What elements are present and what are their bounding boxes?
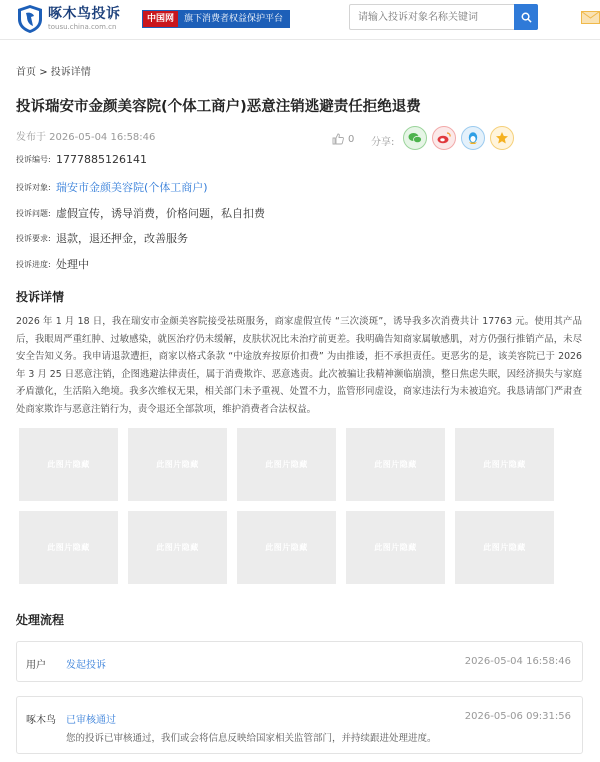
details-heading: 投诉详情 [16, 290, 65, 304]
search-input[interactable] [350, 5, 514, 29]
breadcrumb-current: 投诉详情 [50, 67, 91, 78]
step-time: 2026-05-06 09:31:56 [464, 711, 571, 722]
hidden-image-label: 此图片隐藏 [156, 460, 199, 469]
hidden-image-label: 此图片隐藏 [483, 543, 526, 552]
hidden-image-label: 此图片隐藏 [483, 460, 526, 469]
step-action: 发起投诉 [66, 660, 106, 671]
share-qzone-button[interactable] [490, 126, 514, 150]
hidden-image[interactable] [455, 511, 554, 584]
field-label: 投诉编号: [16, 155, 51, 164]
page-title: 投诉瑞安市金颜美容院(个体工商户)恶意注销逃避责任拒绝退费 [16, 99, 421, 115]
field-label: 投诉要求: [16, 233, 51, 243]
hidden-image[interactable] [346, 428, 445, 501]
step-time: 2026-05-04 16:58:46 [464, 656, 571, 667]
wechat-icon [408, 132, 422, 144]
top-header [0, 0, 600, 40]
search-icon [521, 12, 532, 23]
like-count: 0 [348, 133, 355, 145]
hidden-image-label: 此图片隐藏 [374, 543, 417, 552]
hidden-image[interactable] [237, 428, 336, 501]
breadcrumb [16, 63, 91, 78]
partner-banner[interactable] [142, 10, 290, 28]
field-demands [16, 230, 188, 246]
step-note: 您的投诉已审核通过，我们或会将信息反映给国家相关监管部门，并持续跟进处理进度。 [66, 733, 437, 744]
field-progress [16, 256, 89, 272]
search-button[interactable] [514, 4, 538, 30]
image-gallery [19, 428, 559, 584]
step-actor: 用户 [26, 660, 46, 671]
search-box [349, 4, 538, 30]
step-actor: 啄木鸟 [26, 715, 56, 726]
share-qq-button[interactable] [461, 126, 485, 150]
process-step [16, 696, 583, 754]
mail-icon[interactable] [581, 11, 600, 24]
hidden-image-label: 此图片隐藏 [47, 543, 90, 552]
field-label: 投诉进度: [16, 259, 51, 269]
complaint-description: 2026 年 1 月 18 日，我在瑞安市金颜美容院接受祛斑服务，商家虚假宣传 “三次淡斑”，诱导我多次消费共计 17763 元。使用其产品后，我眼周严重红肿、过敏感染，就医治疗仍未缓解，皮肤状况比未治疗前更差。我明确告知商家属敏感肌，对方仍强行推销产品，未尽安全告知义务。我申请退款遭拒，商家以格式条款 “中途放弃按原价扣费” 为由推诿，拒不承担责任。更恶劣的是，该美容院已于 2026 年 3 月 25 日恶意注销，企图逃避法律责任，属于消费欺诈、恶意逃责。此次被骗让我精神濒临崩溃，整日焦虑失眠，因经济损失与家庭矛盾激化，生活陷入绝境。我多次维权无果，相关部门未予重视、处置不力，监管形同虚设，商家违法行为未被追究。我恳请部门严肃查处商家欺诈与恶意注销行为，责令退还全部款项，维护消费者合法权益。 [16, 316, 582, 415]
hidden-image-label: 此图片隐藏 [374, 460, 417, 469]
progress-value: 处理中 [56, 258, 89, 271]
hidden-image[interactable] [128, 428, 227, 501]
like-button[interactable] [332, 133, 354, 145]
step-action: 已审核通过 [66, 715, 116, 726]
site-logo[interactable] [16, 4, 121, 34]
hidden-image[interactable] [237, 511, 336, 584]
demands-value: 退款，退还押金，改善服务 [56, 232, 188, 245]
breadcrumb-separator: > [39, 67, 48, 78]
issues-value: 虚假宣传，诱导消费，价格问题，私自扣费 [56, 207, 265, 220]
hidden-image-label: 此图片隐藏 [265, 460, 308, 469]
hidden-image-label: 此图片隐藏 [47, 460, 90, 469]
woodpecker-shield-icon [16, 4, 44, 34]
partner-badge: 中国网 [143, 11, 178, 27]
qzone-icon [495, 131, 509, 145]
field-issues [16, 205, 265, 221]
share-weibo-button[interactable] [432, 126, 456, 150]
hidden-image[interactable] [346, 511, 445, 584]
field-label: 投诉对象: [16, 182, 51, 192]
field-target [16, 179, 208, 195]
weibo-icon [437, 132, 451, 144]
hidden-image[interactable] [128, 511, 227, 584]
logo-title: 啄木鸟投诉 [48, 6, 121, 22]
field-label: 投诉问题: [16, 208, 51, 218]
logo-url: tousu.china.com.cn [48, 23, 117, 31]
hidden-image[interactable] [19, 511, 118, 584]
breadcrumb-home[interactable]: 首页 [16, 67, 36, 78]
hidden-image-label: 此图片隐藏 [156, 543, 199, 552]
share-wechat-button[interactable] [403, 126, 427, 150]
publish-date: 发布于 2026-05-04 16:58:46 [16, 132, 156, 143]
target-link[interactable]: 瑞安市金颜美容院(个体工商户) [56, 181, 208, 194]
hidden-image[interactable] [19, 428, 118, 501]
process-heading: 处理流程 [16, 613, 65, 627]
share-label: 分享: [371, 137, 395, 148]
hidden-image[interactable] [455, 428, 554, 501]
qq-icon [467, 131, 479, 145]
thumbs-up-icon [332, 133, 344, 145]
field-complaint-id [16, 153, 147, 166]
hidden-image-label: 此图片隐藏 [265, 543, 308, 552]
partner-text: 旗下消费者权益保护平台 [178, 11, 289, 27]
complaint-id-value: 1777885126141 [56, 153, 147, 166]
process-step [16, 641, 583, 682]
